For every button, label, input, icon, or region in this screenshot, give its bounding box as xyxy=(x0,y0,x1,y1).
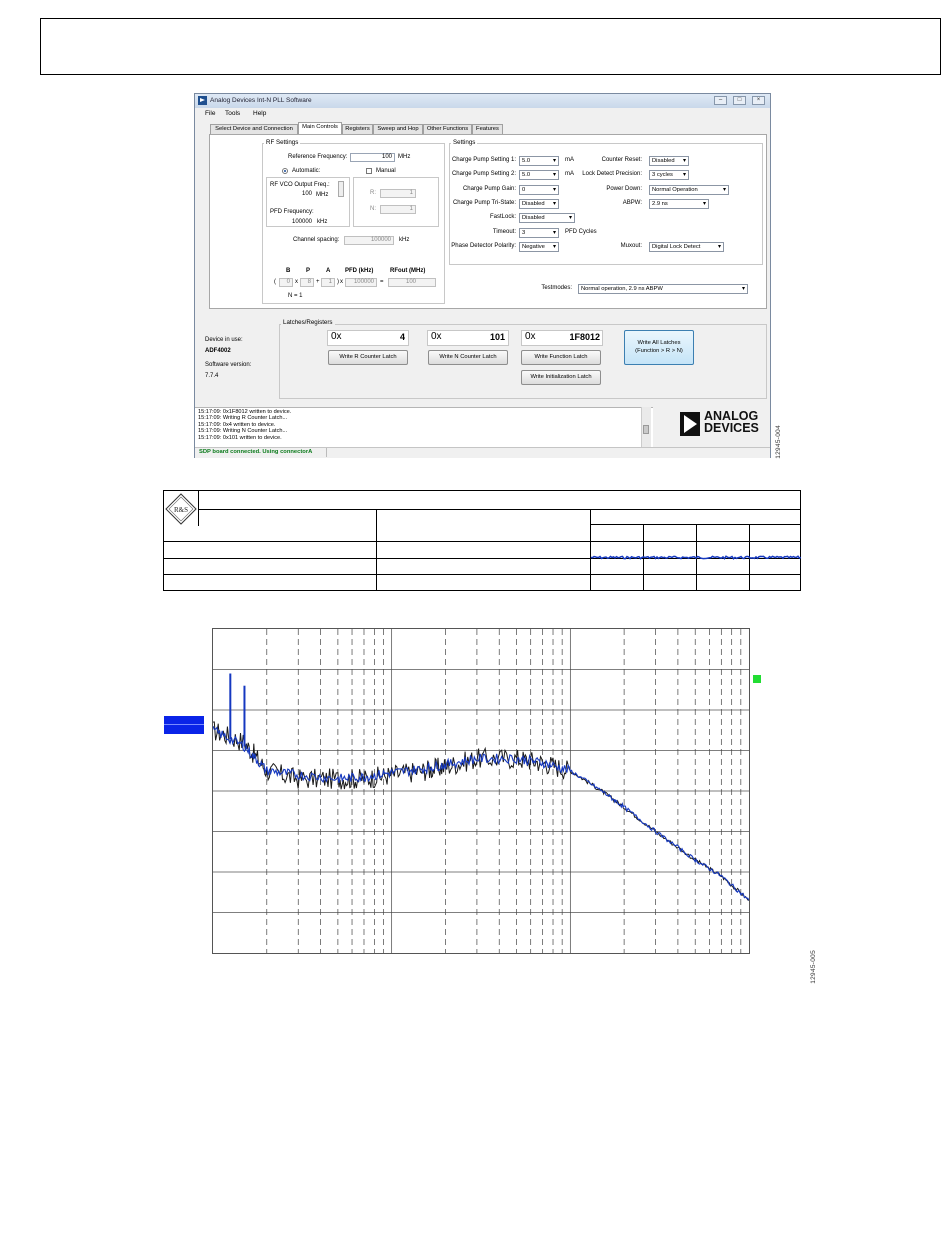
rfvco-scroll[interactable] xyxy=(338,181,344,197)
fastlock-select[interactable]: Disabled ▾ xyxy=(519,213,575,223)
spectrum-table xyxy=(163,490,801,591)
log-line: 15:17:09: 0x4 written to device. xyxy=(198,421,276,428)
trace-indicator-icon xyxy=(753,675,761,683)
tab-other-functions[interactable]: Other Functions xyxy=(423,124,472,134)
sw-version-value: 7.7.4 xyxy=(205,373,219,379)
phase-noise-plot xyxy=(212,628,750,954)
tab-main-controls[interactable]: Main Controls xyxy=(298,122,342,135)
write-all-line1: Write All Latches xyxy=(637,340,681,346)
ldp-label: Lock Detect Precision: xyxy=(582,171,642,177)
log-box xyxy=(195,407,653,447)
tab-registers[interactable]: Registers xyxy=(342,124,373,134)
trace-line-1 xyxy=(213,722,749,901)
write-r-button[interactable]: Write R Counter Latch xyxy=(328,350,408,365)
device-name: ADF4002 xyxy=(205,348,231,354)
hdr-pfd: PFD (kHz) xyxy=(345,268,374,274)
channel-spacing-label: Channel spacing: xyxy=(293,237,340,243)
trace-line-2 xyxy=(213,726,749,900)
table-line xyxy=(164,574,801,575)
rfvco-value[interactable]: 100 xyxy=(301,191,312,197)
pd-polarity-label: Phase Detector Polarity: xyxy=(451,243,516,249)
cp1-select[interactable]: 5.0 ▾ xyxy=(519,156,559,166)
hdr-b: B xyxy=(286,268,291,274)
minimize-icon[interactable]: – xyxy=(714,96,727,105)
plot-canvas xyxy=(213,629,749,953)
write-all-line2: (Function > R > N) xyxy=(635,348,683,354)
menu-tools[interactable]: Tools xyxy=(225,110,241,117)
cp2-label: Charge Pump Setting 2: xyxy=(451,171,516,177)
counter-reset-select[interactable]: Disabled ▾ xyxy=(649,156,689,166)
pd-polarity-select[interactable]: Negative ▾ xyxy=(519,242,559,252)
figure-id-5: 12945-005 xyxy=(810,950,817,984)
cp1-label: Charge Pump Setting 1: xyxy=(451,157,516,163)
hdr-p: P xyxy=(306,268,311,274)
log-scrollbar[interactable] xyxy=(641,407,651,447)
a-input[interactable]: 1 xyxy=(321,278,335,287)
write-function-button[interactable]: Write Function Latch xyxy=(521,350,601,365)
rs-logo-icon xyxy=(165,493,197,525)
cp2-unit: mA xyxy=(565,171,574,177)
r-input[interactable]: 1 xyxy=(380,189,416,198)
r-label: R: xyxy=(370,190,376,196)
table-line xyxy=(198,491,199,526)
power-down-select[interactable]: Normal Operation ▾ xyxy=(649,185,729,195)
write-all-button[interactable] xyxy=(624,330,694,365)
latches-title: Latches/Registers xyxy=(283,319,333,326)
muxout-label: Muxout: xyxy=(620,243,642,249)
hdr-rfout: RFout (MHz) xyxy=(390,268,426,274)
ref-freq-label: Reference Frequency: xyxy=(288,154,348,160)
paren-close: ) xyxy=(337,279,339,285)
table-line xyxy=(198,509,801,510)
tab-select-device[interactable]: Select Device and Connection xyxy=(210,124,298,134)
op-x-2: x xyxy=(340,279,343,285)
n-latch-prefix: 0x xyxy=(431,331,442,342)
table-line xyxy=(590,509,591,591)
op-eq: = xyxy=(380,279,384,285)
timeout-select[interactable]: 3 ▾ xyxy=(519,228,559,238)
close-icon[interactable]: × xyxy=(752,96,765,105)
pfd-khz-input[interactable]: 100000 xyxy=(345,278,377,287)
title-bar xyxy=(195,94,770,108)
window-title: Analog Devices Int-N PLL Software xyxy=(210,97,312,104)
rs-logo-text: R&S xyxy=(173,506,189,514)
table-line xyxy=(376,509,377,591)
paren-open: ( xyxy=(274,279,276,285)
log-line: 15:17:09: Writing R Counter Latch... xyxy=(198,415,288,422)
manual-subgroup xyxy=(353,177,439,227)
pfd-unit: kHz xyxy=(317,219,328,225)
pfd-value: 100000 xyxy=(292,219,313,225)
automatic-label: Automatic: xyxy=(292,168,321,174)
logo-line2: DEVICES xyxy=(704,421,759,435)
marker-label-tab xyxy=(164,716,204,734)
app-icon xyxy=(198,96,207,105)
menu-help[interactable]: Help xyxy=(253,110,267,117)
page-header-box xyxy=(40,18,941,75)
status-divider xyxy=(326,448,327,457)
r-latch-value: 4 xyxy=(399,332,405,342)
write-init-button[interactable]: Write Initialization Latch xyxy=(521,370,601,385)
main-controls-panel xyxy=(209,134,767,309)
cp-gain-label: Charge Pump Gain: xyxy=(462,186,516,192)
f-latch-value: 1F8012 xyxy=(569,332,600,342)
status-bar xyxy=(195,447,770,458)
cp-tristate-select[interactable]: Disabled ▾ xyxy=(519,199,559,209)
cp-tristate-label: Charge Pump Tri-State: xyxy=(452,200,516,206)
op-plus: + xyxy=(316,279,320,285)
log-line: 15:17:09: 0x1F8012 written to device. xyxy=(198,409,292,415)
logo-line1: ANALOG xyxy=(704,409,759,423)
n-equals: N = 1 xyxy=(288,293,303,299)
abpw-label: ABPW: xyxy=(622,200,642,206)
rfvco-unit: MHz xyxy=(316,192,329,198)
trace-thumbnail xyxy=(591,553,801,562)
abpw-select[interactable]: 2.9 ns ▾ xyxy=(649,199,709,209)
sw-version-label: Software version: xyxy=(205,362,252,368)
write-n-button[interactable]: Write N Counter Latch xyxy=(428,350,508,365)
n-latch-value: 101 xyxy=(489,332,505,342)
channel-spacing-input[interactable]: 100000 xyxy=(344,236,394,245)
counter-reset-label: Counter Reset: xyxy=(601,157,642,163)
settings-title: Settings xyxy=(453,139,476,146)
log-scroll-thumb[interactable] xyxy=(643,425,649,434)
automatic-radio[interactable] xyxy=(282,168,288,174)
f-latch-prefix: 0x xyxy=(525,331,536,342)
figure-id-4: 12945-004 xyxy=(775,425,782,459)
marker-label-divider xyxy=(164,724,204,725)
timeout-label: Timeout: xyxy=(492,229,516,235)
timeout-unit: PFD Cycles xyxy=(565,229,597,235)
status-text: SDP board connected. Using connectorA xyxy=(199,449,313,455)
manual-label: Manual xyxy=(376,168,396,174)
channel-spacing-unit: kHz xyxy=(399,237,410,243)
power-down-label: Power Down: xyxy=(606,186,642,192)
muxout-select[interactable]: Digital Lock Detect ▾ xyxy=(649,242,724,252)
n-label: N: xyxy=(370,206,376,212)
hdr-a: A xyxy=(326,268,331,274)
log-line: 15:17:09: 0x101 written to device. xyxy=(198,434,282,441)
ldp-select[interactable]: 3 cycles ▾ xyxy=(649,170,689,180)
manual-checkbox[interactable] xyxy=(366,168,372,174)
analog-devices-logo-text xyxy=(704,410,759,434)
tab-sweep-hop[interactable]: Sweep and Hop xyxy=(373,124,423,134)
pll-software-window xyxy=(194,93,771,458)
op-x-1: x xyxy=(295,279,298,285)
fastlock-label: FastLock: xyxy=(489,214,516,220)
rf-settings-title: RF Settings xyxy=(266,139,299,146)
b-input[interactable]: 0 xyxy=(279,278,293,287)
rfvco-label: RF VCO Output Freq.: xyxy=(270,182,330,188)
rfout-input[interactable]: 100 xyxy=(388,278,436,287)
ref-freq-input[interactable]: 100 xyxy=(350,153,395,162)
p-input[interactable]: 8 xyxy=(300,278,314,287)
pfd-label: PFD Frequency: xyxy=(270,209,314,215)
analog-devices-logo-icon xyxy=(680,412,700,436)
testmodes-label: Testmodes: xyxy=(541,285,572,291)
maximize-icon[interactable]: □ xyxy=(733,96,746,105)
cp1-unit: mA xyxy=(565,157,574,163)
r-latch-prefix: 0x xyxy=(331,331,342,342)
menu-file[interactable]: File xyxy=(205,110,216,117)
testmodes-select[interactable]: Normal operation, 2.9 ns ABPW ▾ xyxy=(578,284,748,294)
table-line xyxy=(164,541,801,542)
cp-gain-select[interactable]: 0 ▾ xyxy=(519,185,559,195)
tab-features[interactable]: Features xyxy=(472,124,503,134)
device-label: Device in use: xyxy=(205,337,243,343)
n-input[interactable]: 1 xyxy=(380,205,416,214)
ref-freq-unit: MHz xyxy=(398,154,411,160)
cp2-select[interactable]: 5.0 ▾ xyxy=(519,170,559,180)
log-line: 15:17:09: Writing N Counter Latch... xyxy=(198,428,288,435)
